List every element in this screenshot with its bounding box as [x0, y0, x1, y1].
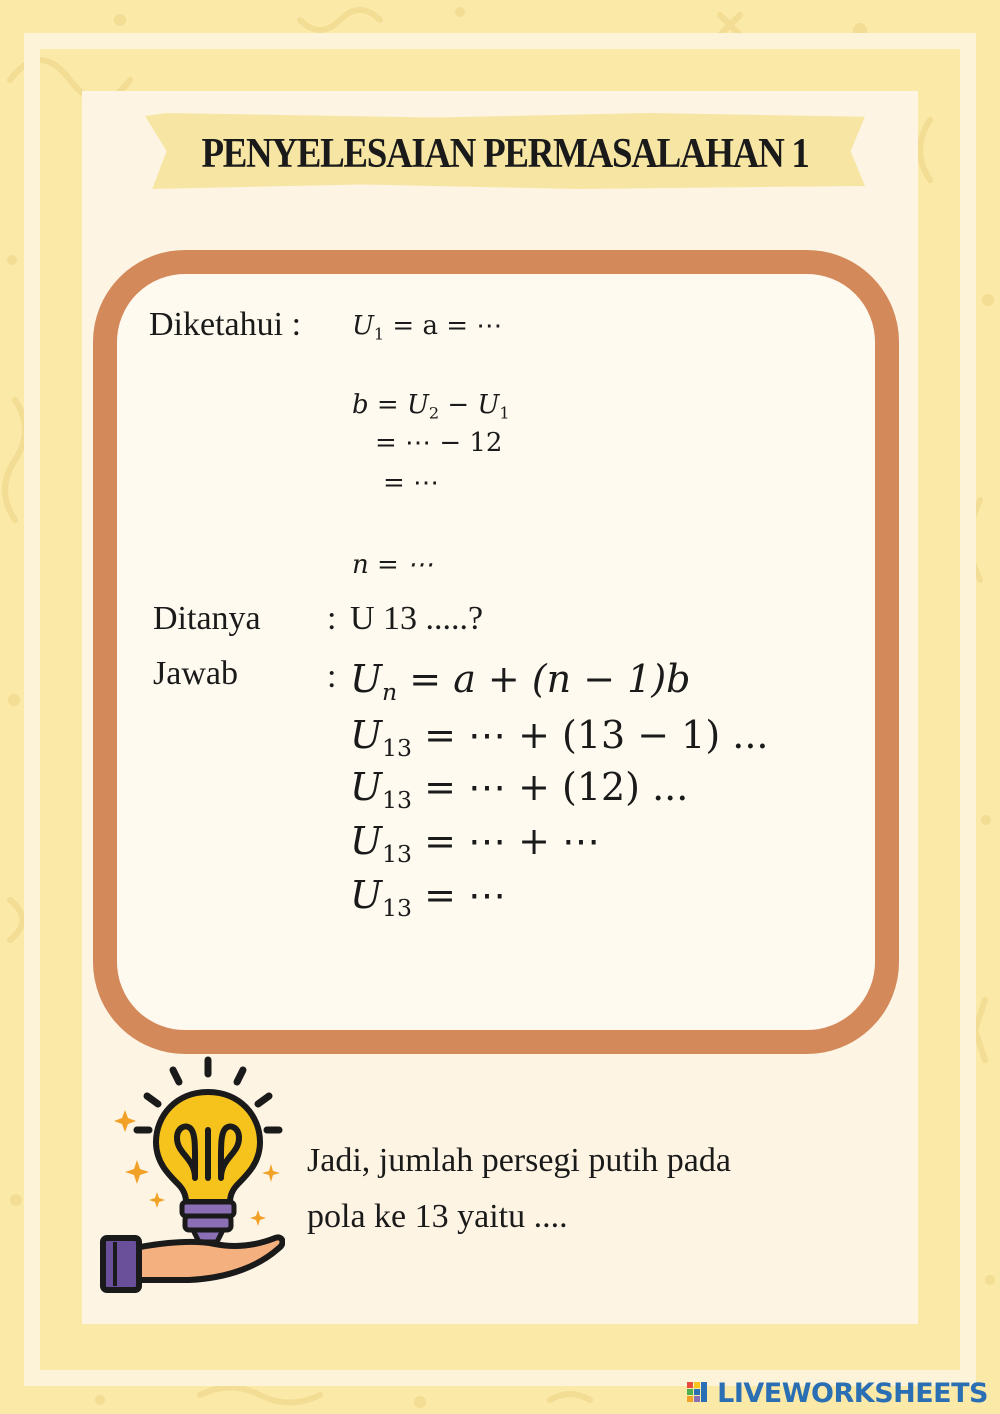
known-b-line3: = ⋯ — [383, 468, 440, 498]
u1-sub: 1 — [373, 324, 385, 344]
liveworksheets-icon — [687, 1382, 713, 1404]
asked-colon: : — [327, 600, 337, 637]
line1-var: U — [350, 657, 383, 701]
known-b-line2: = ⋯ − 12 — [375, 428, 503, 458]
solution-box — [93, 250, 899, 1054]
line4-var: U — [350, 819, 383, 863]
b-u1: U — [477, 390, 500, 420]
line5-sub: 13 — [382, 894, 412, 923]
line4-rest: = ⋯ + ⋯ — [412, 819, 600, 863]
asked-label: Ditanya — [153, 600, 261, 637]
line4-sub: 13 — [382, 840, 412, 869]
known-n-line: n = ⋯ — [352, 550, 434, 580]
line3-rest: = ⋯ + (12) ... — [412, 765, 689, 809]
answer-line-1 — [350, 657, 691, 707]
line3-sub: 13 — [382, 786, 412, 815]
brand-text: LIVEWORKSHEETS — [717, 1377, 988, 1409]
b-lhs: b = — [352, 390, 407, 420]
b-u2-sub: 2 — [428, 403, 440, 423]
answer-line-4 — [350, 819, 600, 869]
b-u2: U — [406, 390, 429, 420]
known-label: Diketahui : — [149, 306, 302, 343]
answer-label: Jawab — [153, 655, 238, 692]
line2-rest: = ⋯ + (13 − 1) ... — [412, 713, 769, 757]
line3-var: U — [350, 765, 383, 809]
answer-line-5 — [350, 873, 506, 923]
asked-text: U 13 .....? — [350, 600, 484, 637]
line1-sub: n — [382, 678, 398, 707]
answer-colon: : — [327, 658, 337, 695]
b-u1-sub: 1 — [499, 403, 510, 423]
answer-line-3 — [350, 765, 689, 815]
line5-rest: = ⋯ — [412, 873, 506, 917]
known-u1-line — [352, 313, 502, 343]
known-b-line1 — [352, 392, 510, 422]
conclusion-text: Jadi, jumlah persegi putih pada pola ke 13 yaitu .... — [307, 1142, 731, 1235]
line2-var: U — [350, 713, 383, 757]
answer-line-2 — [350, 713, 769, 763]
line1-rest: = a + (n − 1)b — [397, 657, 691, 701]
b-minus: − — [439, 390, 478, 420]
page-title: PENYELESAIAN PERMASALAHAN 1 — [201, 131, 809, 177]
line2-sub: 13 — [382, 734, 412, 763]
line5-var: U — [350, 873, 383, 917]
liveworksheets-logo[interactable] — [687, 1378, 988, 1408]
u1-var: U — [352, 311, 374, 341]
lightbulb-hand-icon — [95, 1052, 285, 1297]
u1-rest: = a = ⋯ — [384, 311, 503, 341]
